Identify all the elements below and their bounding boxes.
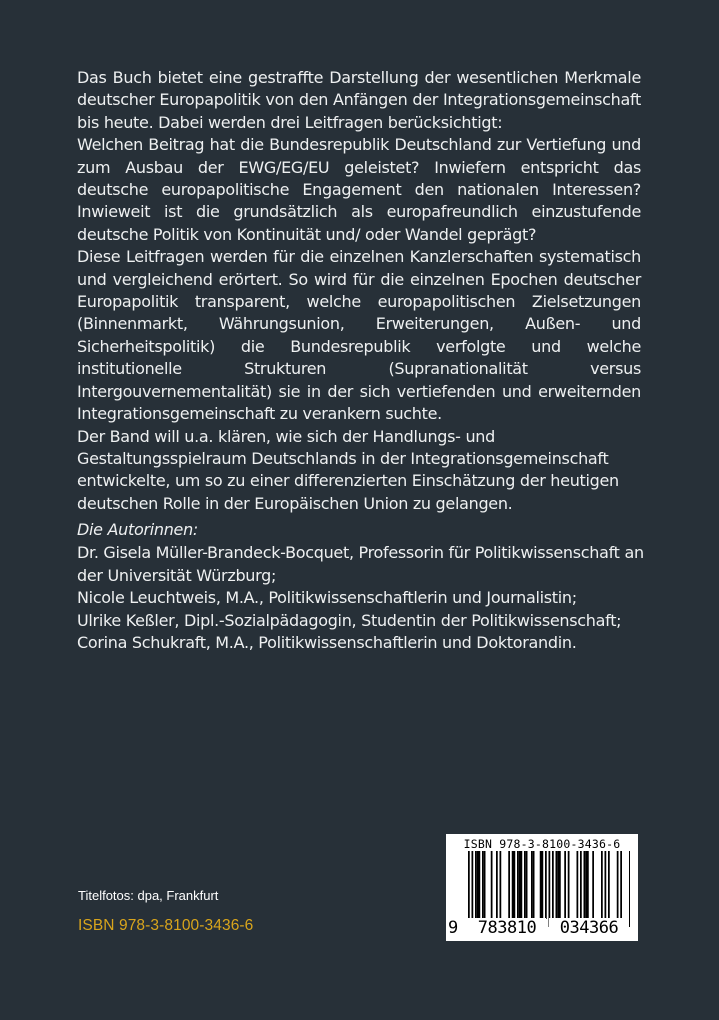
barcode-bar: [585, 851, 587, 919]
authors-section: [77, 519, 677, 654]
barcode-left-digits: 783810: [468, 918, 546, 938]
description-paragraph-3: Diese Leitfragen werden für die einzelnen Kanzlerschaften systematisch und vergleichend erörtert. So wird für die einzelnen Epochen deutscher Europapolitik transparent, welche europapolitischen Zielsetzungen (Binnenmarkt, Währungsunion, Erweiterungen, Außen- und Sicherheitspolitik) die Bundesrepublik verfolgte und welche institutionelle Strukturen (Supranationalität versus Intergouvernementalität) sie in der sich vertiefenden und erweiternden Integrationsgemeinschaft zu verankern suchte.: [77, 247, 641, 424]
barcode-bar: [592, 851, 594, 919]
barcode-isbn-label: ISBN 978-3-8100-3436-6: [463, 837, 621, 851]
barcode-bar: [491, 851, 493, 919]
barcode-bar: [475, 851, 477, 919]
barcode-bar: [584, 851, 586, 919]
barcode-bar: [620, 851, 622, 919]
barcode-bar: [524, 851, 526, 919]
barcode-bar: [482, 851, 484, 919]
barcode-bar: [577, 851, 579, 919]
barcode-bar: [500, 851, 502, 919]
isbn-number: ISBN 978-3-8100-3436-6: [78, 917, 254, 934]
barcode-bar: [514, 851, 516, 919]
barcode-bar: [479, 851, 481, 919]
barcode-bar: [564, 851, 566, 919]
description-paragraph-4: Der Band will u.a. klären, wie sich der Handlungs- und Gestaltungsspielraum Deutschlands in der Integrationsgemeinschaft entwickelte, um so zu einer differenzierten Einschätzung der heutigen deutschen Rolle in der Europäischen Union zu gelangen.: [77, 426, 619, 513]
barcode-bar: [496, 851, 498, 919]
barcode-right-digits: 034366: [549, 918, 629, 938]
author-line: Dr. Gisela Müller-Brandeck-Bocquet, Professorin für Politikwissenschaft an: [77, 543, 644, 563]
barcode-bar: [533, 851, 535, 919]
author-line: der Universität Würzburg;: [77, 565, 277, 585]
barcode-bar: [517, 851, 519, 919]
barcode-bar: [629, 851, 630, 927]
barcode-bar: [601, 851, 603, 919]
photo-credit: Titelfotos: dpa, Frankfurt: [78, 888, 219, 903]
description-paragraph-1: Das Buch bietet eine gestraffte Darstellung der wesentlichen Merkmale deutscher Europapolitik von den Anfängen der Integrationsgemeinschaft bis heute. Dabei werden drei Leitfragen berücksichtigt:: [77, 68, 641, 132]
barcode-digits: [446, 918, 638, 938]
barcode-bar: [557, 851, 559, 919]
barcode-bar: [540, 851, 542, 919]
author-line: Corina Schukraft, M.A., Politikwissenschaftlerin und Doktorandin.: [77, 633, 577, 653]
barcode-bar: [559, 851, 561, 919]
barcode-bar: [617, 851, 619, 919]
barcode-bar: [587, 851, 589, 919]
book-description: [77, 67, 641, 515]
authors-heading: Die Autorinnen:: [77, 520, 199, 539]
barcode-bar: [531, 851, 533, 919]
barcode-bar: [549, 851, 551, 927]
author-line: Ulrike Keßler, Dipl.-Sozialpädagogin, Studentin der Politikwissenschaft;: [77, 610, 622, 630]
barcode-bar: [484, 851, 486, 919]
barcode-bar: [556, 851, 558, 919]
barcode-bar: [542, 851, 544, 919]
author-line: Nicole Leuchtweis, M.A., Politikwissenschaftlerin und Journalistin;: [77, 588, 577, 608]
barcode-bar: [519, 851, 521, 919]
barcode-bar: [512, 851, 514, 919]
description-paragraph-2: Welchen Beitrag hat die Bundesrepublik Deutschland zur Vertiefung und zum Ausbau der EWG/EG/EU geleistet? Inwiefern entspricht das deutsche europapolitische Engagement den nationalen Interessen? Inwieweit ist die grundsätzlich als europafreundlich einzustufende deutsche Politik von Kontinuität und/ oder Wandel geprägt?: [77, 135, 641, 244]
barcode-bar: [526, 851, 528, 919]
barcode-bar: [608, 851, 610, 919]
barcode-bar: [580, 851, 582, 919]
barcode-bar: [568, 851, 570, 919]
barcode-bar: [477, 851, 479, 919]
barcode: [446, 834, 638, 941]
barcode-bar: [472, 851, 474, 927]
barcode-bar: [508, 851, 510, 919]
barcode-bar: [468, 851, 470, 927]
barcode-bar: [552, 851, 554, 927]
barcode-first-digit: 9: [448, 918, 459, 938]
barcode-bar: [545, 851, 547, 919]
barcode-bar: [521, 851, 523, 919]
barcode-bar: [605, 851, 607, 919]
